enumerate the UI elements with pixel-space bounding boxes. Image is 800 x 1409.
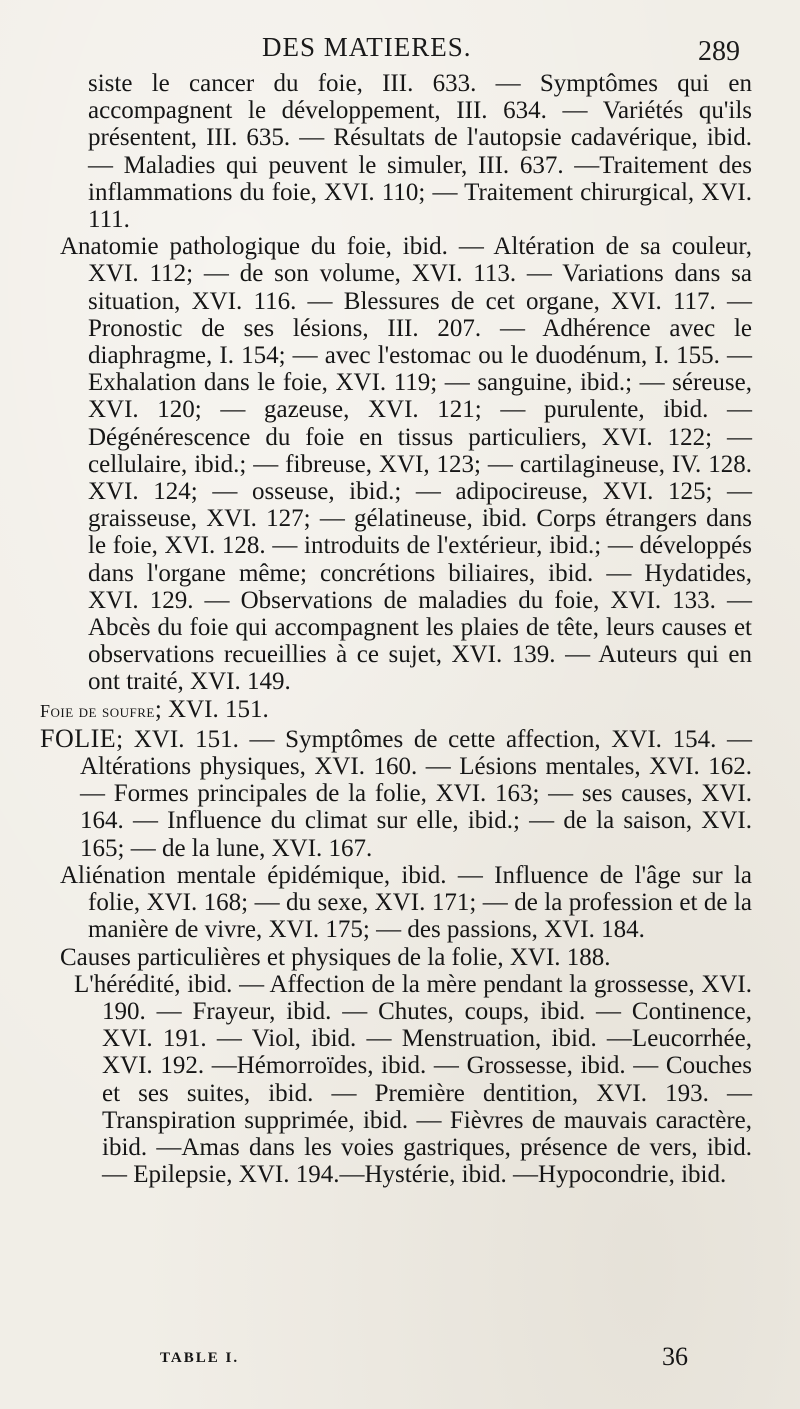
- entry-text: ; XVI. 151. — Symptômes de cette affection, XVI. 154. — Altérations physiques, XVI. 160. — Lésions mentales, XVI. 162. — Formes principales de la folie, XVI. 163; — ses causes, XVI. 164. — Influence du climat sur elle, ibid.; — de la saison, XVI. 165; — de la lune, XVI. 167.: [80, 725, 752, 862]
- index-subentry-causes: Causes particulières et physiques de la folie, XVI. 188.: [60, 943, 611, 971]
- signature-mark: TABLE I.: [160, 1350, 240, 1366]
- index-text: [0, 70, 800, 1188]
- index-entry-continuation: siste le cancer du foie, III. 633. — Symptômes qui en accompagnent le développement, III. 634. — Variétés qu'ils présentent, III. 635. — Résultats de l'autopsie cadavérique, ibid. — Maladies qui peuvent le simuler, III. 637. —Traitement des inflammations du foie, XVI. 110; — Traitement chirurgical, XVI. 111.: [88, 70, 752, 234]
- page-footer: [0, 1342, 800, 1382]
- running-title: DES MATIERES.: [262, 32, 472, 62]
- sheet-number: 36: [662, 1342, 688, 1371]
- index-subentry-causes-list: L'hérédité, ibid. — Affection de la mère pendant la grossesse, XVI. 190. — Frayeur, ibid. — Chutes, coups, ibid. — Continence, XVI. 191. — Viol, ibid. — Menstruation, ibid. —Leucorrhée, XVI. 192. —Hémorroïdes, ibid. — Grossesse, ibid. — Couches et ses suites, ibid. — Première dentition, XVI. 193. — Transpiration supprimée, ibid. — Fièvres de mauvais caractère, ibid. —Amas dans les voies gastriques, présence de vers, ibid. — Epilepsie, XVI. 194.—Hystérie, ibid. —Hypocondrie, ibid.: [74, 970, 752, 1189]
- headword: FOLIE: [40, 723, 117, 753]
- index-entry-folie: [0, 725, 800, 862]
- index-subentry-anatomie: Anatomie pathologique du foie, ibid. — Altération de sa couleur, XVI. 112; — de son volume, XVI. 113. — Variations dans sa situation, XVI. 116. — Blessures de cet organe, XVI. 117. — Pronostic de ses lésions, III. 207. — Adhérence avec le diaphragme, I. 154; — avec l'estomac ou le duodénum, I. 155. — Exhalation dans le foie, XVI. 119; — sanguine, ibid.; — séreuse, XVI. 120; — gazeuse, XVI. 121; — purulente, ibid. — Dégénérescence du foie en tissus particuliers, XVI. 122; — cellulaire, ibid.; — fibreuse, XVI, 123; — cartilagineuse, IV. 128. XVI. 124; — osseuse, ibid.; — adipocireuse, XVI. 125; — graisseuse, XVI. 127; — gélatineuse, ibid. Corps étrangers dans le foie, XVI. 128. — introduits de l'extérieur, ibid.; — développés dans l'organe même; concrétions biliaires, ibid. — Hydatides, XVI. 129. — Observations de maladies du foie, XVI. 133. — Abcès du foie qui accompagnent les plaies de tête, leurs causes et observations recueillies à ce sujet, XVI. 139. — Auteurs qui en ont traité, XVI. 149.: [60, 233, 752, 696]
- page-header: [0, 30, 800, 74]
- headword: Foie de soufre: [40, 700, 155, 721]
- index-entry-foie-de-soufre: [0, 696, 800, 725]
- entry-text: ; XVI. 151.: [154, 695, 269, 723]
- index-subentry-alienation: Aliénation mentale épidémique, ibid. — Influence de l'âge sur la folie, XVI. 168; — du sexe, XVI. 171; — de la profession et de la manière de vivre, XVI. 175; — des passions, XVI. 184.: [60, 861, 752, 944]
- page-number: 289: [698, 36, 740, 67]
